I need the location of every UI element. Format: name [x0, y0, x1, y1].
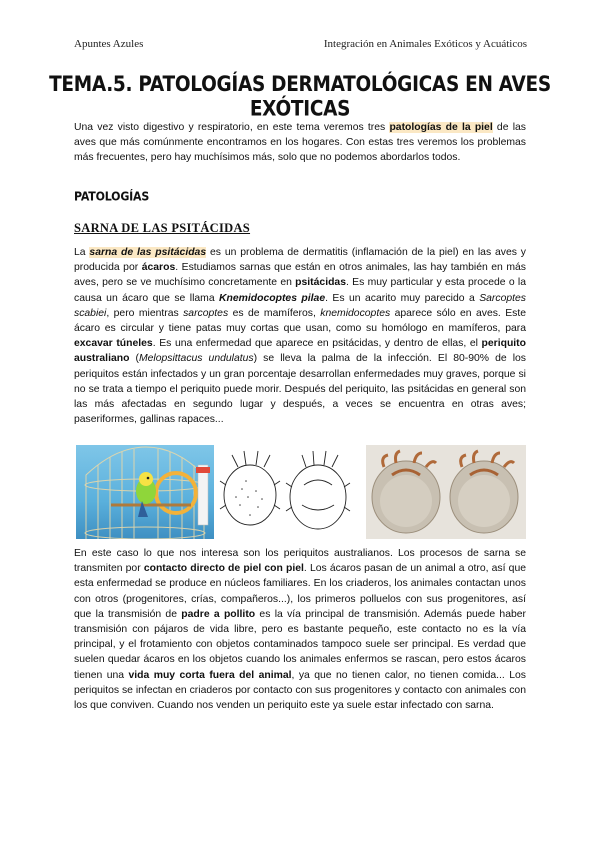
bold-term: vida muy corta fuera del animal [128, 669, 292, 681]
species-name: sarcoptes [183, 307, 229, 319]
mite-line-drawing [218, 445, 358, 539]
text: aparece sólo en aves. Este ácaro es circular y tiene patas muy cortas que usan, como su homólogo en mamíferos, para [74, 307, 527, 335]
highlight: sarna de las psitácidas [89, 247, 207, 258]
text: En este caso lo que nos interesa son los periquitos australianos. Los procesos de sarna se transmiten por [74, 548, 526, 575]
text: es de mamíferos, [228, 307, 321, 319]
subsection-heading: SARNA DE LAS PSITÁCIDAS [74, 221, 251, 235]
text: ( [129, 353, 139, 365]
text: , ya que no tienen calor, no tienen comida... Los periquitos se infectan en criaderos por contacto con sus progenitores y contacto con animales con los que conviven. Cuando nos venden un periquito este ya suele estar infectado con sarna. [74, 669, 526, 712]
transmission-paragraph [74, 546, 526, 713]
text: La [74, 247, 90, 258]
bold-term: periquito australiano [74, 338, 526, 365]
text: Una vez visto digestivo y respiratorio, en este tema veremos tres [74, 122, 390, 133]
header-right: Integración en Animales Exóticos y Acuáticos [323, 38, 527, 50]
text: . Es muy particular y esta procede o la causa un ácaro que se llama [74, 277, 526, 304]
intro-paragraph [74, 120, 526, 166]
text: ) se lleva la palma de la infección. El 80-90% de los periquitos están infectados y un gran porcentaje desarrollan enfermedades muy graves, porque si no se trata a tiempo el periquito puede morir. Después del periquito, las psitácidas en general son las más afectadas en segundo lugar y después, a veces se encuentra en otras aves; paseriformes, gallinas rapaces... [74, 353, 526, 426]
text: . Estudiamos sarnas que están en otros animales, las hay también en más aves, pero se ve muchísimo concretamente en [74, 262, 526, 289]
text: es la vía principal de transmisión. Además puede haber transmisión con pájaros de vida libre, pero es bastante pequeño, este contacto no es la vía principal, y el frotamiento con objetos contaminados tampoco suele ser principal. Es verdad que suelen quedar ácaros en los objetos cuando los animales enfermos se rascan, pero estos ácaros tienen una [74, 608, 527, 681]
text: es un problema de dermatitis (inflamación de la piel) en las aves y producida por [74, 247, 526, 274]
sarna-paragraph [74, 245, 526, 427]
species-name: Sarcoptes scabiei [74, 292, 526, 319]
species-name: knemidocoptes [320, 307, 391, 319]
bold-term: ácaros [141, 262, 176, 274]
header-left: Apuntes Azules [74, 38, 144, 50]
species-name: Knemidocoptes pilae [219, 292, 326, 304]
page-title: TEMA.5. PATOLOGÍAS DERMATOLÓGICAS EN AVES EXÓTICAS [49, 72, 551, 122]
bold-term: contacto directo de piel con piel [143, 563, 304, 575]
text: . Es un acarito muy parecido a [325, 292, 480, 304]
text: . Es una enfermedad que aparece en psitácidas, y dentro de ellas, el [152, 338, 482, 350]
text: de las aves que más comúnmente encontramos en los hogares. Con estas tres veremos los problemas más frecuentes, pero hay muchísimos más, solo que no podemos abordarlos todos. [74, 122, 526, 164]
bold-term: psitácidas [295, 277, 346, 289]
section-heading: PATOLOGÍAS [74, 189, 150, 204]
text: , pero mientras [106, 307, 184, 319]
highlight: patologías de la piel [389, 122, 493, 133]
bold-term: excavar túneles [74, 338, 153, 350]
mite-micrographs [366, 445, 526, 539]
bold-term: padre a pollito [181, 608, 256, 620]
text: . Los ácaros pasan de un animal a otro, así que esta enfermedad se produce en núcleos familiares. En los criaderos, los animales contactan unos con otros (progenitores, crías, compañeros...), los primeros polluelos con sus progenitores, así que la transmisión de [74, 563, 526, 620]
budgie-cage-photo [76, 445, 214, 539]
species-name: Melopsittacus undulatus [138, 353, 254, 365]
